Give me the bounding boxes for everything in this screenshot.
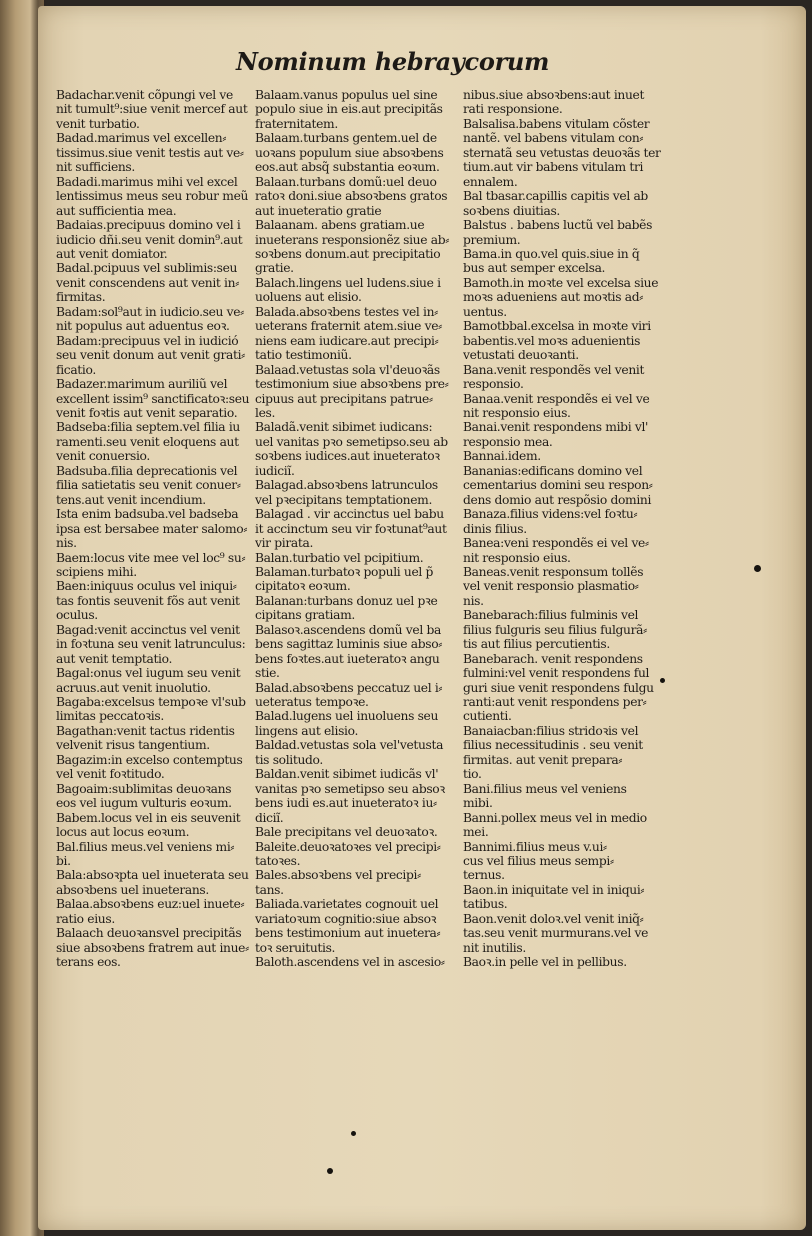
- text-line: ipsa est bersabee mater salomo⸗: [56, 521, 248, 536]
- text-line: Baon.venit doloꝛ.vel venit iniq̃⸗: [463, 911, 644, 926]
- text-line: tatio testimoniũ.: [255, 348, 352, 363]
- text-line: Badazer.marimum auriliũ vel: [56, 377, 228, 392]
- text-line: Badad.marimus vel excellen⸗: [56, 131, 227, 146]
- text-line: eos.aut absq̃ substantia eoꝛum.: [255, 160, 440, 175]
- text-line: Baleite.deuoꝛatoꝛes vel precipi⸗: [255, 839, 441, 854]
- text-line: Badadi.marimus mihi vel excel: [56, 174, 238, 189]
- text-line: seu venit donum aut venit grati⸗: [56, 348, 245, 363]
- text-line: Bamoth.in moꝛte vel excelsa siue: [463, 275, 659, 290]
- ink-spot: [660, 678, 665, 683]
- text-line: tis aut filius percutientis.: [463, 637, 610, 652]
- text-line: gratie.: [255, 261, 294, 276]
- text-line: iudiciĩ.: [255, 463, 295, 478]
- text-line: Bana.venit respondẽs vel venit: [463, 362, 645, 377]
- text-line: Bagaba:excelsus tempoꝛe vl'sub: [56, 695, 246, 710]
- text-line: iudicio dñi.seu venit domin⁹.aut: [56, 232, 243, 247]
- text-column-1: [56, 88, 256, 1038]
- text-line: soꝛbens donum.aut precipitatio: [255, 246, 441, 261]
- text-line: Banaa.venit respondẽs ei vel ve: [463, 391, 650, 406]
- ink-spot: [754, 565, 761, 572]
- text-line: vanitas pꝛo semetipso seu absoꝛ: [255, 781, 445, 796]
- text-line: Bala:absoꝛpta uel inueterata seu: [56, 868, 249, 883]
- text-line: Bani.filius meus vel veniens: [463, 781, 627, 796]
- text-line: siue absoꝛbens fratrem aut inue⸗: [56, 940, 249, 955]
- text-line: cutienti.: [463, 709, 512, 724]
- text-line: nit inutilis.: [463, 940, 526, 955]
- text-line: cementarius domini seu respon⸗: [463, 478, 653, 493]
- text-line: dinis filius.: [463, 521, 527, 536]
- text-line: tio.: [463, 767, 482, 782]
- text-line: filius fulguris seu filius fulgurã⸗: [463, 622, 647, 637]
- text-column-2: [255, 88, 465, 1038]
- text-line: Bagal:onus vel iugum seu venit: [56, 666, 241, 681]
- text-line: variatoꝛum cognitio:siue absoꝛ: [255, 911, 437, 926]
- text-line: filia satietatis seu venit conuer⸗: [56, 478, 241, 493]
- text-line: nantẽ. vel babens vitulam con⸗: [463, 131, 644, 146]
- text-line: uentus.: [463, 304, 507, 319]
- text-line: Balanan:turbans donuz uel pꝛe: [255, 593, 438, 608]
- text-line: responsio.: [463, 377, 524, 392]
- text-line: Bannimi.filius meus v.ui⸗: [463, 839, 607, 854]
- text-line: Bama.in quo.vel quis.siue in q̃: [463, 246, 640, 261]
- text-line: premium.: [463, 232, 521, 247]
- text-line: fulmini:vel venit respondens ful: [463, 666, 650, 681]
- text-line: ueteratus tempoꝛe.: [255, 695, 369, 710]
- text-line: rati responsione.: [463, 102, 563, 117]
- text-line: Banea:veni respondẽs ei vel ve⸗: [463, 536, 649, 551]
- text-line: Baneas.venit responsum tollẽs: [463, 564, 644, 579]
- text-line: nibus.siue absoꝛbens:aut inuet: [463, 88, 645, 102]
- text-line: Balaam.turbans gentem.uel de: [255, 131, 437, 146]
- text-line: acruus.aut venit inuolutio.: [56, 680, 211, 695]
- text-line: Balaa.absoꝛbens euz:uel inuete⸗: [56, 897, 245, 912]
- text-line: Baem:locus vite mee vel loc⁹ su⸗: [56, 550, 246, 565]
- text-line: vetustati deuoꝛanti.: [463, 348, 579, 363]
- text-line: Balagad.absoꝛbens latrunculos: [255, 478, 438, 493]
- text-line: ranti:aut venit respondens per⸗: [463, 695, 647, 710]
- text-line: Banai.venit respondens mibi vl': [463, 420, 649, 435]
- text-line: nit sufficiens.: [56, 160, 135, 175]
- text-line: cipitans gratiam.: [255, 608, 355, 623]
- text-line: tatoꝛes.: [255, 854, 301, 869]
- text-line: Bale precipitans vel deuoꝛatoꝛ.: [255, 825, 438, 840]
- text-line: Bamotbbal.excelsa in moꝛte viri: [463, 319, 651, 334]
- text-line: bens iudi es.aut inueteratoꝛ iu⸗: [255, 796, 437, 811]
- text-line: oculus.: [56, 608, 98, 623]
- text-line: excellent issim⁹ sanctificatoꝛ:seu: [56, 391, 250, 406]
- text-line: nit populus aut aduentus eoꝛ.: [56, 319, 230, 334]
- text-line: Badachar.venit cõpungi vel ve: [56, 88, 233, 102]
- text-line: toꝛ seruitutis.: [255, 940, 336, 955]
- text-line: Balagad . vir accinctus uel babu: [255, 507, 444, 522]
- text-line: Bal.filius meus.vel veniens mi⸗: [56, 839, 235, 854]
- text-line: tas.seu venit murmurans.vel ve: [463, 926, 649, 941]
- text-line: Balaach deuoꝛansvel precipitãs: [56, 926, 242, 941]
- text-line: eos vel iugum vulturis eoꝛum.: [56, 796, 232, 811]
- text-line: Baon.in iniquitate vel in iniqui⸗: [463, 882, 645, 897]
- text-line: ueterans fraternit atem.siue ve⸗: [255, 319, 442, 334]
- text-line: Balad.lugens uel inuoluens seu: [255, 709, 439, 724]
- text-line: uel vanitas pꝛo semetipso.seu ab: [255, 434, 448, 449]
- text-line: aut venit domiator.: [56, 246, 168, 261]
- text-line: aut venit temptatio.: [56, 651, 173, 666]
- text-line: tis solitudo.: [255, 752, 323, 767]
- running-header: Nominum hebraycorum: [236, 47, 550, 76]
- text-line: Baldan.venit sibimet iudicãs vl': [255, 767, 439, 782]
- text-line: vir pirata.: [255, 536, 314, 551]
- text-line: cipitatoꝛ eoꝛum.: [255, 579, 351, 594]
- text-line: lentissimus meus seu robur meũ: [56, 189, 249, 204]
- text-line: Balaan.turbans domũ:uel deuo: [255, 174, 437, 189]
- text-line: uoꝛans populum siue absoꝛbens: [255, 145, 444, 160]
- text-line: venit conuersio.: [56, 449, 150, 464]
- text-line: Balaanam. abens gratiam.ue: [255, 218, 425, 233]
- text-line: ficatio.: [56, 362, 96, 377]
- text-line: aut inueteratio gratie: [255, 203, 382, 218]
- text-line: nis.: [56, 536, 77, 551]
- text-line: venit foꝛtis aut venit separatio.: [56, 405, 238, 420]
- text-line: bens testimonium aut inuetera⸗: [255, 926, 441, 941]
- text-line: Balaad.vetustas sola vl'deuoꝛãs: [255, 362, 440, 377]
- text-line: absoꝛbens uel inueterans.: [56, 882, 209, 897]
- text-line: in foꝛtuna seu venit latrunculus:: [56, 637, 246, 652]
- text-line: guri siue venit respondens fulgu: [463, 680, 654, 695]
- text-line: Baldad.vetustas sola vel'vetusta: [255, 738, 444, 753]
- text-line: tatibus.: [463, 897, 508, 912]
- text-line: venit turbatio.: [56, 116, 140, 131]
- text-line: Bagathan:venit tactus ridentis: [56, 723, 235, 738]
- text-line: Baen:iniquus oculus vel iniqui⸗: [56, 579, 237, 594]
- text-line: Bal tbasar.capillis capitis vel ab: [463, 189, 648, 204]
- text-line: Banni.pollex meus vel in medio: [463, 810, 647, 825]
- text-line: Babem.locus vel in eis seuvenit: [56, 810, 241, 825]
- text-line: Badam:precipuus vel in iudició: [56, 333, 239, 348]
- text-line: locus aut locus eoꝛum.: [56, 825, 190, 840]
- text-line: Banaiacban:filius stridoꝛis vel: [463, 723, 639, 738]
- text-line: soꝛbens iudices.aut inueteratoꝛ: [255, 449, 440, 464]
- text-line: babentis.vel moꝛs aduenientis: [463, 333, 641, 348]
- text-line: vel venit responsio plasmatio⸗: [463, 579, 639, 594]
- text-line: Badsuba.filia deprecationis vel: [56, 463, 238, 478]
- text-line: Badseba:filia septem.vel filia iu: [56, 420, 240, 435]
- text-line: tissimus.siue venit testis aut ve⸗: [56, 145, 244, 160]
- text-line: Balach.lingens uel ludens.siue i: [255, 275, 441, 290]
- text-line: Baoꝛ.in pelle vel in pellibus.: [463, 955, 627, 970]
- text-line: ennalem.: [463, 174, 518, 189]
- text-line: fraternitatem.: [255, 116, 338, 131]
- text-column-3: [463, 88, 677, 1038]
- text-line: tas fontis seuvenit fõs aut venit: [56, 593, 240, 608]
- text-line: Balan.turbatio vel pcipitium.: [255, 550, 424, 565]
- text-line: moꝛs adueniens aut moꝛtis ad⸗: [463, 290, 644, 305]
- text-line: bi.: [56, 854, 71, 869]
- text-line: vel pꝛecipitans temptationem.: [255, 492, 432, 507]
- text-line: ratoꝛ doni.siue absoꝛbens gratos: [255, 189, 448, 204]
- text-line: Banaza.filius videns:vel foꝛtu⸗: [463, 507, 638, 522]
- text-line: tium.aut vir babens vitulam tri: [463, 160, 644, 175]
- text-line: ratio eius.: [56, 911, 115, 926]
- text-line: bens sagittaz luminis siue abso⸗: [255, 637, 443, 652]
- text-line: tens.aut venit incendium.: [56, 492, 206, 507]
- text-line: terans eos.: [56, 955, 121, 970]
- text-line: inueterans responsionẽz siue ab⸗: [255, 232, 449, 247]
- text-line: Bagad:venit accinctus vel venit: [56, 622, 240, 637]
- text-line: venit conscendens aut venit in⸗: [56, 275, 239, 290]
- text-line: Banebarach:filius fulminis vel: [463, 608, 639, 623]
- text-line: velvenit risus tangentium.: [56, 738, 210, 753]
- text-line: Balaam.vanus populus uel sine: [255, 88, 438, 102]
- text-line: uoluens aut elisio.: [255, 290, 362, 305]
- text-line: responsio mea.: [463, 434, 553, 449]
- text-line: Balad.absoꝛbens peccatuz uel i⸗: [255, 680, 443, 695]
- text-line: Baladã.venit sibimet iudicans:: [255, 420, 433, 435]
- text-line: Bananias:edificans domino vel: [463, 463, 643, 478]
- text-line: bens foꝛtes.aut iueteratoꝛ angu: [255, 651, 440, 666]
- text-line: lingens aut elisio.: [255, 723, 359, 738]
- text-line: diciĩ.: [255, 810, 284, 825]
- text-line: Bagazim:in excelso contemptus: [56, 752, 243, 767]
- text-line: aut sufficientia mea.: [56, 203, 177, 218]
- text-line: Balasoꝛ.ascendens domũ vel ba: [255, 622, 441, 637]
- text-line: les.: [255, 405, 276, 420]
- text-line: Badaias.precipuus domino vel i: [56, 218, 241, 233]
- text-line: Banebarach. venit respondens: [463, 651, 643, 666]
- text-line: populo siue in eis.aut precipitãs: [255, 102, 443, 117]
- text-line: cus vel filius meus sempi⸗: [463, 854, 614, 869]
- text-line: filius necessitudinis . seu venit: [463, 738, 643, 753]
- text-line: ternus.: [463, 868, 505, 883]
- text-line: bus aut semper excelsa.: [463, 261, 606, 276]
- text-line: it accinctum seu vir foꝛtunat⁹aut: [255, 521, 447, 536]
- text-line: firmitas.: [56, 290, 106, 305]
- text-line: dens domio aut respõsio domini: [463, 492, 652, 507]
- text-line: stie.: [255, 666, 280, 681]
- text-line: Badam:sol⁹aut in iudicio.seu ve⸗: [56, 304, 244, 319]
- text-line: nit tumult⁹:siue venit mercef aut: [56, 102, 248, 117]
- text-line: firmitas. aut venit prepara⸗: [463, 752, 623, 767]
- text-line: ramenti.seu venit eloquens aut: [56, 434, 239, 449]
- text-line: Bagoaim:sublimitas deuoꝛans: [56, 781, 232, 796]
- text-line: Ista enim badsuba.vel badseba: [56, 507, 239, 522]
- text-line: soꝛbens diuitias.: [463, 203, 560, 218]
- text-line: scipiens mihi.: [56, 564, 137, 579]
- text-line: nis.: [463, 593, 484, 608]
- text-line: nit responsio eius.: [463, 550, 571, 565]
- ink-spot: [351, 1131, 356, 1136]
- text-line: Bannai.idem.: [463, 449, 541, 464]
- ink-spot: [327, 1168, 333, 1174]
- text-line: Baloth.ascendens vel in ascesio⸗: [255, 955, 445, 970]
- text-line: Bales.absoꝛbens vel precipi⸗: [255, 868, 421, 883]
- text-line: Badal.pcipuus vel sublimis:seu: [56, 261, 238, 276]
- text-line: Baliada.varietates cognouit uel: [255, 897, 439, 912]
- text-line: nit responsio eius.: [463, 405, 571, 420]
- text-line: tans.: [255, 882, 284, 897]
- text-line: cipuus aut precipitans patrue⸗: [255, 391, 433, 406]
- text-line: Balada.absoꝛbens testes vel in⸗: [255, 304, 438, 319]
- text-line: Balsalisa.babens vitulam cõster: [463, 116, 650, 131]
- text-line: Balaman.turbatoꝛ populi uel p̃: [255, 564, 434, 579]
- text-line: niens eam iudicare.aut precipi⸗: [255, 333, 439, 348]
- text-line: Balstus . babens luctũ vel babẽs: [463, 218, 653, 233]
- text-line: mei.: [463, 825, 489, 840]
- text-line: limitas peccatoꝛis.: [56, 709, 164, 724]
- text-line: sternatã seu vetustas deuoꝛãs ter: [463, 145, 661, 160]
- text-line: testimonium siue absoꝛbens pre⸗: [255, 377, 449, 392]
- text-line: vel venit foꝛtitudo.: [56, 767, 165, 782]
- text-line: mibi.: [463, 796, 493, 811]
